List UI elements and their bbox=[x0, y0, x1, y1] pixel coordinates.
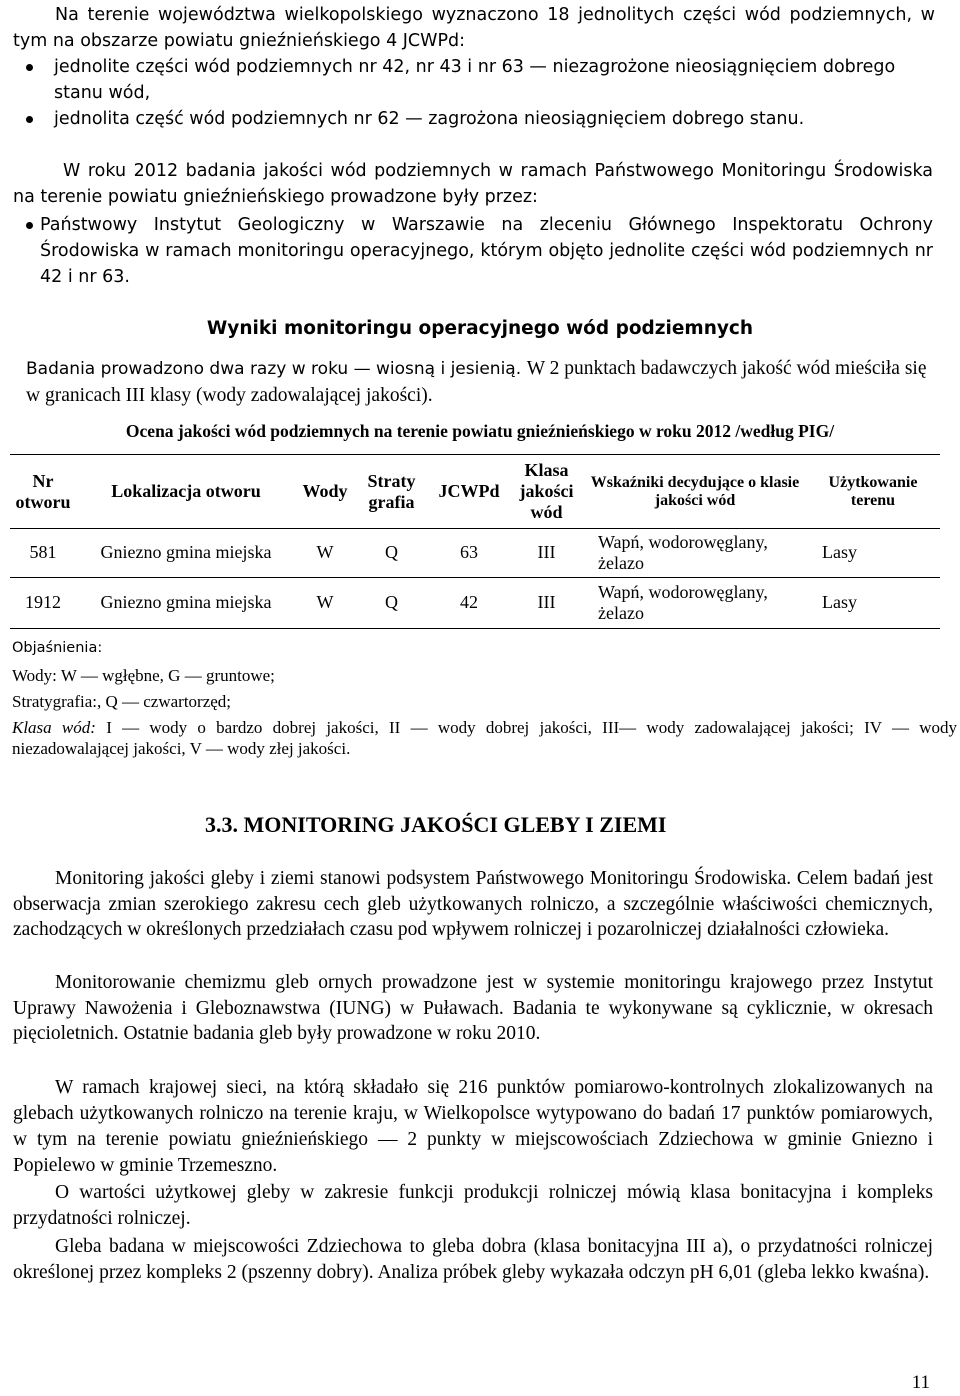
header-klasa: Klasa jakości wód bbox=[519, 460, 574, 522]
cell-nr: 1912 bbox=[25, 592, 61, 612]
header-uzytkowanie: Użytkowanie terenu bbox=[828, 473, 918, 509]
cell-strat: Q bbox=[385, 542, 398, 562]
section-paragraph-3: W ramach krajowej sieci, na którą składało się 216 punktów pomiarowo-kontrolnych zlokalizowanych na glebach użytkowanych rolniczo na terenie kraju, w Wielkopolsce wytypowano do badań 17 punktów pomiarowych, w tym na terenie powiatu gnieźnieńskiego — 2 punkty w miejscowościach Zdziechowa w gminie Gniezno i Popielewo w gminie Trzemeszno. bbox=[13, 1077, 933, 1176]
notes-klasa bbox=[12, 717, 957, 759]
monitoring-paragraph: W roku 2012 badania jakości wód podziemnych w ramach Państwowego Monitoringu Środowiska na terenie powiatu gnieźnieńskiego prowadzone były przez: bbox=[13, 161, 933, 207]
table-header-row bbox=[10, 455, 940, 528]
section-paragraph-5: Gleba badana w miejscowości Zdziechowa to gleba dobra (klasa bonitacyjna III a), o przydatności rolniczej określonej przez kompleks 2 (pszenny dobry). Analiza próbek gleby wykazała odczyn pH 6,01 (gleba lekko kwaśna). bbox=[13, 1236, 933, 1283]
header-lokalizacja: Lokalizacja otworu bbox=[111, 481, 261, 501]
water-quality-table bbox=[10, 455, 940, 628]
intro-bullet-2: jednolita część wód podziemnych nr 62 — zagrożona nieosiągnięciem dobrego stanu. bbox=[54, 109, 805, 129]
cell-klasa: III bbox=[537, 542, 556, 562]
notes-stratygrafia: Stratygrafia:, Q — czwartorzęd; bbox=[12, 692, 232, 711]
results-text-a: Badania prowadzono dwa razy w roku — wiosną i jesienią. bbox=[26, 359, 522, 379]
header-stratygrafia: Straty grafia bbox=[367, 470, 416, 512]
cell-wody: W bbox=[316, 592, 334, 612]
notes-wody: Wody: W — wgłębne, G — gruntowe; bbox=[12, 666, 275, 685]
table-row bbox=[10, 528, 940, 577]
page-number: 11 bbox=[911, 1372, 930, 1393]
notes-klasa-text: I — wody o bardzo dobrej jakości, II — wody dobrej jakości, III— wody zadowalającej jakości; IV — wody niezadowalającej jakości, V — wody złej jakości. bbox=[12, 718, 958, 758]
header-jcwpd: JCWPd bbox=[438, 481, 500, 501]
table-bottom-rule bbox=[10, 628, 940, 629]
intro-bullet-1: jednolite części wód podziemnych nr 42, nr 43 i nr 63 — niezagrożone nieosiągnięciem dobrego stanu wód, bbox=[54, 57, 896, 103]
results-text bbox=[26, 356, 936, 409]
section-paragraph-4: O wartości użytkowej gleby w zakresie funkcji produkcji rolniczej mówią klasa bonitacyjna i kompleks przydatności rolniczej. bbox=[13, 1182, 933, 1229]
notes-klasa-label: Klasa wód: bbox=[12, 718, 96, 737]
monitoring-bullet: Państwowy Instytut Geologiczny w Warszawie na zleceniu Głównego Inspektoratu Ochrony Środowiska w ramach monitoringu operacyjnego, którym objęto jednolite części wód podziemnych nr 42 i nr 63. bbox=[40, 215, 933, 287]
section-paragraph-2: Monitorowanie chemizmu gleb ornych prowadzone jest w systemie monitoringu krajowego przez Instytut Uprawy Nawożenia i Gleboznawstwa (IUNG) w Puławach. Badania te wykonywane są cyklicznie, w okresach pięcioletnich. Ostatnie badania gleb były prowadzone w roku 2010. bbox=[13, 972, 933, 1044]
results-heading: Wyniki monitoringu operacyjnego wód podziemnych bbox=[206, 318, 754, 339]
cell-jcwpd: 42 bbox=[460, 592, 478, 612]
cell-uzytkowanie: Lasy bbox=[822, 542, 857, 562]
cell-jcwpd: 63 bbox=[460, 542, 478, 562]
header-nr: Nr otworu bbox=[15, 470, 71, 512]
bullet-icon bbox=[26, 116, 33, 123]
cell-wody: W bbox=[316, 542, 334, 562]
notes-title: Objaśnienia: bbox=[12, 640, 103, 656]
bullet-icon bbox=[26, 64, 33, 71]
table-caption: Ocena jakości wód podziemnych na terenie powiatu gnieźnieńskiego w roku 2012 /według PIG/ bbox=[125, 421, 835, 441]
bullet-icon bbox=[26, 222, 33, 229]
intro-paragraph: Na terenie województwa wielkopolskiego wyznaczono 18 jednolitych części wód podziemnych, w tym na obszarze powiatu gnieźnieńskiego 4 JCWPd: bbox=[13, 5, 935, 51]
header-wskazniki: Wskaźniki decydujące o klasie jakości wód bbox=[590, 473, 800, 509]
cell-lokalizacja: Gniezno gmina miejska bbox=[100, 592, 272, 612]
table-row bbox=[10, 577, 940, 628]
section-paragraph-1: Monitoring jakości gleby i ziemi stanowi podsystem Państwowego Monitoringu Środowiska. Celem badań jest obserwacja zmian szerokiego zakresu cech gleb użytkowanych rolniczo, a szczególnie właściwości chemicznych, zachodzących w określonych przedziałach czasu pod wpływem rolniczej i pozarolniczej działalności człowieka. bbox=[13, 868, 933, 940]
cell-uzytkowanie: Lasy bbox=[822, 592, 857, 612]
cell-klasa: III bbox=[537, 592, 556, 612]
cell-lokalizacja: Gniezno gmina miejska bbox=[100, 542, 272, 562]
header-wody: Wody bbox=[302, 481, 348, 501]
cell-strat: Q bbox=[385, 592, 398, 612]
results-text-b: W 2 punktach badawczych jakość wód mieściła się w granicach III klasy (wody zadowalającej jakości). bbox=[26, 358, 927, 406]
cell-nr: 581 bbox=[29, 542, 57, 562]
cell-wskazniki: Wapń, wodorowęglany, żelazo bbox=[598, 581, 768, 623]
section-heading: 3.3. MONITORING JAKOŚCI GLEBY I ZIEMI bbox=[205, 812, 667, 837]
cell-wskazniki: Wapń, wodorowęglany, żelazo bbox=[598, 531, 768, 573]
